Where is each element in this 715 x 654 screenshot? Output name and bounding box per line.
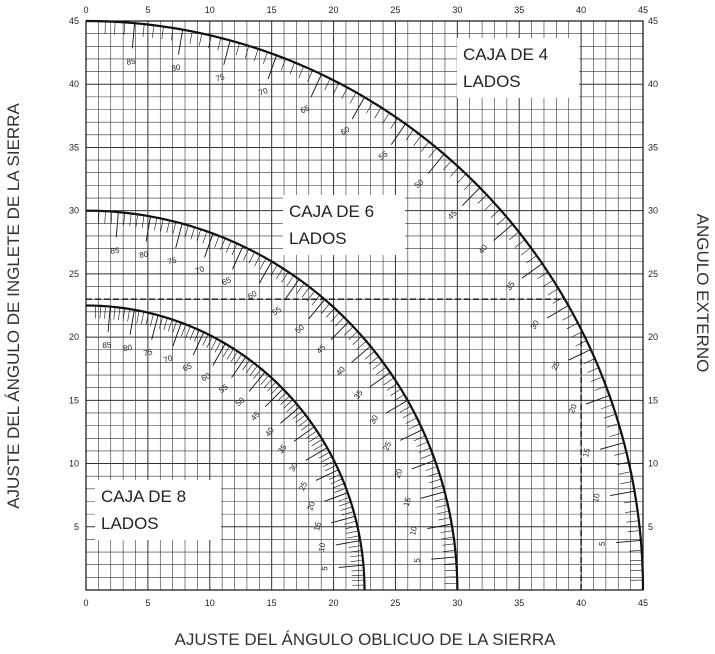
arc-tick — [218, 38, 221, 50]
x-tick-label-top: 25 — [390, 5, 401, 15]
arc-tick — [115, 22, 116, 35]
arc-label: 40 — [263, 425, 276, 439]
arc-tick — [350, 92, 356, 103]
y-tick-label: 30 — [68, 205, 79, 216]
y-tick-label: 20 — [68, 332, 79, 343]
arc-tick — [235, 354, 242, 364]
arc-tick — [584, 359, 595, 364]
arc-tick — [419, 448, 430, 453]
x-tick-label-top: 40 — [576, 5, 587, 15]
arc-tick — [236, 43, 239, 55]
y2-tick-label: 25 — [648, 268, 659, 279]
arc-tick — [443, 161, 451, 171]
arc-tick — [619, 472, 631, 475]
arc-label: 60 — [339, 124, 352, 137]
arc-tick — [421, 142, 429, 152]
arc-tick — [444, 570, 456, 571]
arc-label: 10 — [591, 492, 602, 504]
arc-tick — [111, 212, 112, 225]
y-tick-label: 15 — [68, 395, 79, 406]
arc-label: 65 — [299, 103, 311, 116]
arc-tick — [173, 321, 177, 333]
arc-label: 30 — [367, 413, 381, 426]
arc-tick — [294, 427, 314, 442]
arc-tick — [124, 22, 125, 35]
arc-tick — [205, 234, 213, 258]
arc-tick — [416, 442, 427, 447]
y-tick-label: 40 — [68, 79, 79, 90]
arc-label: 15 — [312, 520, 324, 532]
y-tick-label: 35 — [68, 142, 79, 153]
arc-tick — [391, 124, 405, 145]
arc-tick — [260, 258, 266, 269]
arc-tick — [627, 521, 639, 523]
arc-label: 60 — [199, 371, 212, 384]
series-label: CAJA DE 6 — [289, 202, 375, 221]
arc-tick — [553, 297, 564, 304]
arc-label: 20 — [567, 402, 579, 415]
arc-label: 65 — [220, 275, 233, 288]
series-label: CAJA DE 4 — [463, 45, 549, 64]
arc-tick — [159, 317, 162, 329]
arc-tick — [342, 512, 354, 515]
arc-label: 80 — [138, 249, 149, 260]
arc-tick — [141, 312, 144, 324]
arc-tick — [190, 328, 195, 340]
arc-tick — [105, 306, 106, 319]
arc-label: 70 — [257, 86, 269, 98]
arc-label: 25 — [549, 359, 562, 372]
arc-tick — [287, 403, 296, 411]
x-tick-label: 30 — [452, 598, 463, 608]
arc-tick — [594, 386, 606, 391]
arc-label: 70 — [162, 353, 174, 365]
arc-tick — [100, 306, 101, 319]
arc-tick — [128, 309, 130, 321]
y2-tick-label: 10 — [648, 458, 659, 469]
x-tick-label-top: 0 — [83, 5, 89, 15]
arc-tick — [118, 308, 120, 321]
arc-label: 50 — [233, 395, 247, 409]
arc-tick — [242, 360, 249, 370]
series-label: CAJA DE 8 — [101, 487, 187, 506]
arc-tick — [373, 362, 383, 370]
arc-tick — [321, 456, 332, 462]
arc-tick — [191, 227, 195, 239]
arc-tick — [325, 465, 336, 471]
arc-tick — [105, 211, 106, 224]
y-tick-label: 25 — [68, 268, 79, 279]
arc-tick — [412, 460, 435, 469]
x-tick-label-top: 15 — [266, 5, 277, 15]
arc-tick — [215, 236, 219, 248]
arc-label: 30 — [528, 318, 541, 332]
arc-tick — [562, 314, 573, 320]
arc-tick — [421, 454, 433, 459]
arc-tick — [621, 481, 633, 483]
arc-label: 85 — [110, 245, 120, 256]
arc-label: 70 — [194, 264, 206, 276]
arc-tick — [568, 350, 590, 361]
arc-tick — [312, 439, 322, 446]
arc-label: 35 — [276, 442, 289, 456]
arc-tick — [265, 389, 283, 407]
arc-tick — [168, 319, 172, 331]
arc-tick — [331, 313, 339, 322]
arc-tick — [186, 326, 191, 338]
arc-tick — [365, 351, 375, 359]
arc-tick — [349, 545, 361, 547]
arc-tick — [616, 540, 641, 542]
arc-tick — [436, 505, 448, 508]
arc-tick — [161, 219, 164, 231]
series-label: LADOS — [463, 72, 521, 91]
arc-tick — [384, 378, 394, 385]
arc-tick — [431, 557, 456, 559]
arc-tick — [308, 70, 313, 82]
arc-tick — [319, 452, 330, 458]
arc-label: 10 — [408, 525, 419, 537]
arc-label: 35 — [352, 388, 365, 401]
arc-tick — [625, 511, 637, 513]
arc-tick — [312, 295, 320, 305]
series-label: LADOS — [289, 229, 347, 248]
arc-tick — [243, 249, 248, 260]
arc-tick — [601, 405, 613, 409]
arc-tick — [437, 511, 449, 514]
arc-tick — [290, 62, 295, 74]
arc-tick — [350, 555, 362, 557]
arc-tick — [344, 326, 353, 335]
arc-label: 75 — [142, 347, 154, 359]
arc-tick — [130, 213, 132, 226]
arc-label: 60 — [246, 288, 259, 302]
arc-tick — [391, 118, 398, 128]
arc-tick — [114, 307, 115, 320]
arc-tick — [425, 467, 437, 471]
arc-label: 30 — [287, 461, 300, 474]
arc-tick — [610, 433, 622, 436]
x-axis-label: AJUSTE DEL ÁNGULO OBLICUO DE LA SIERRA — [174, 630, 556, 649]
arc-tick — [246, 363, 253, 373]
arc-label: 75 — [214, 72, 226, 84]
y-tick-label: 5 — [73, 521, 79, 532]
arc-tick — [296, 415, 306, 423]
arc-label: 40 — [476, 242, 490, 256]
arc-tick — [339, 565, 364, 567]
arc-tick — [591, 377, 602, 382]
arc-tick — [316, 470, 338, 481]
arc-tick — [338, 497, 350, 501]
arc-tick — [376, 367, 386, 374]
arc-tick — [284, 400, 293, 408]
arc-tick — [173, 323, 181, 347]
arc-tick — [307, 431, 317, 438]
arc-label: 55 — [377, 149, 390, 162]
arc-tick — [548, 288, 558, 295]
arc-tick — [614, 452, 626, 455]
x-tick-label: 35 — [514, 598, 525, 608]
arc-tick — [444, 564, 456, 565]
y2-tick-label: 15 — [648, 395, 659, 406]
arc-tick — [249, 252, 255, 263]
arc-tick — [203, 231, 207, 243]
y2-tick-label: 20 — [648, 332, 659, 343]
arc-tick — [116, 212, 118, 237]
arc-tick — [349, 331, 358, 340]
arc-tick — [287, 276, 294, 286]
arc-tick — [264, 379, 272, 388]
arc-tick — [132, 23, 134, 48]
x-tick-label-top: 20 — [328, 5, 339, 15]
x-tick-label-top: 10 — [204, 5, 215, 15]
arc-tick — [370, 372, 390, 387]
y2-axis-label: ANGULO EXTERNO — [693, 213, 712, 373]
arc-tick — [386, 400, 407, 413]
arc-label: 85 — [102, 340, 112, 351]
x-tick-label: 10 — [204, 598, 215, 608]
arc-label: 55 — [217, 382, 230, 395]
arc-tick — [224, 40, 230, 64]
arc-tick — [351, 346, 370, 362]
arc-tick — [293, 411, 303, 419]
arc-tick — [494, 224, 513, 240]
arc-tick — [497, 217, 506, 225]
arc-label: 35 — [504, 279, 517, 293]
arc-tick — [281, 59, 285, 71]
arc-label: 65 — [181, 361, 194, 374]
arc-tick — [428, 154, 444, 173]
arc-label: 25 — [381, 440, 394, 453]
x-tick-label: 25 — [390, 598, 401, 608]
x-tick-label: 5 — [145, 598, 151, 608]
arc-tick — [522, 264, 542, 279]
y-axis-label: AJUSTE DEL ÁNGULO DE INGLETE DE LA SIERRA — [4, 103, 23, 509]
arc-tick — [429, 479, 441, 483]
arc-tick — [434, 498, 446, 501]
arc-tick — [346, 531, 358, 534]
arc-tick — [297, 283, 304, 293]
arc-tick — [152, 315, 158, 339]
arc-label: 25 — [297, 480, 310, 493]
arc-tick — [190, 31, 192, 43]
arc-tick — [515, 240, 525, 248]
arc-tick — [137, 311, 139, 323]
arc-label: 80 — [122, 342, 133, 354]
arc-tick — [331, 479, 342, 484]
arc-tick — [199, 33, 202, 45]
arc-tick — [375, 107, 382, 118]
arc-tick — [351, 560, 363, 561]
arc-tick — [457, 174, 465, 183]
arc-tick — [226, 241, 231, 253]
arc-label: 40 — [334, 364, 348, 378]
arc-label: 55 — [270, 304, 283, 318]
arc-tick — [164, 318, 168, 330]
x-tick-label-top: 35 — [514, 5, 525, 15]
arc-tick — [367, 102, 373, 113]
arc-tick — [154, 218, 156, 230]
arc-tick — [301, 423, 311, 430]
y2-tick-label: 40 — [648, 79, 659, 90]
arc-tick — [543, 280, 553, 287]
arc-tick — [220, 238, 225, 250]
arc-label: 20 — [305, 500, 318, 512]
y2-tick-label: 35 — [648, 142, 659, 153]
x-tick-label-top: 45 — [637, 5, 649, 15]
arc-label: 50 — [293, 322, 307, 336]
arc-tick — [339, 502, 351, 506]
arc-label: 15 — [401, 496, 413, 508]
arc-tick — [302, 287, 309, 297]
arc-tick — [299, 419, 309, 427]
arc-tick — [383, 113, 390, 124]
arc-tick — [329, 474, 340, 479]
arc-tick — [442, 544, 454, 546]
arc-label: 85 — [126, 56, 136, 67]
arc-tick — [438, 518, 450, 520]
arc-tick — [215, 341, 221, 352]
arc-tick — [253, 369, 261, 379]
x-tick-label-top: 30 — [452, 5, 463, 15]
arc-tick — [227, 349, 234, 360]
arc-tick — [130, 310, 134, 335]
arc-tick — [232, 357, 246, 378]
arc-tick — [311, 74, 321, 97]
arc-tick — [484, 202, 493, 211]
arc-tick — [263, 52, 267, 64]
arc-tick — [441, 531, 453, 533]
arc-tick — [193, 332, 203, 355]
arc-tick — [167, 220, 170, 232]
arc-tick — [538, 272, 548, 279]
series-label: LADOS — [101, 514, 159, 533]
arc-tick — [628, 531, 640, 532]
arc-label: 45 — [314, 342, 328, 356]
arc-label: 10 — [316, 542, 328, 553]
arc-tick — [406, 418, 417, 424]
x-tick-label: 20 — [328, 598, 339, 608]
y-tick-label: 45 — [68, 16, 79, 26]
x-tick-label-top: 5 — [145, 5, 151, 15]
arc-label: 50 — [412, 177, 426, 191]
arc-tick — [369, 356, 379, 364]
arc-tick — [409, 424, 420, 430]
arc-label: 20 — [392, 467, 405, 480]
arc-label: 5 — [597, 541, 607, 547]
y-tick-label: 10 — [68, 458, 79, 469]
arc-tick — [441, 537, 453, 539]
arc-tick — [203, 334, 208, 345]
arc-tick — [340, 507, 352, 511]
arc-label: 80 — [170, 62, 182, 74]
arc-label: 45 — [446, 208, 459, 222]
arc-tick — [136, 214, 138, 227]
arc-tick — [314, 443, 325, 450]
arc-tick — [152, 25, 154, 38]
arc-tick — [261, 375, 269, 385]
arc-label: 5 — [320, 565, 330, 572]
arc-tick — [211, 339, 217, 350]
arc-tick — [194, 330, 199, 342]
arc-label: 15 — [581, 447, 593, 459]
arc-tick — [309, 299, 325, 318]
y2-tick-label: 5 — [648, 521, 654, 532]
arc-tick — [600, 443, 624, 450]
arc-tick — [285, 279, 299, 300]
arc-tick — [587, 368, 598, 373]
arc-tick — [143, 24, 144, 37]
arc-tick — [347, 536, 359, 538]
arc-tick — [259, 261, 271, 283]
arc-tick — [352, 575, 364, 576]
arc-label: 45 — [249, 409, 262, 423]
y2-tick-label: 45 — [648, 16, 659, 26]
arc-tick — [462, 188, 480, 206]
x-tick-label: 15 — [266, 598, 277, 608]
arc-tick — [223, 346, 229, 357]
arc-tick — [400, 406, 411, 412]
arc-tick — [630, 560, 642, 561]
arc-tick — [250, 366, 258, 376]
arc-tick — [336, 541, 360, 545]
arc-tick — [351, 570, 363, 571]
arc-tick — [629, 550, 641, 551]
arc-label: 5 — [412, 557, 422, 563]
arc-tick — [333, 483, 344, 488]
x-tick-label: 40 — [576, 598, 587, 608]
arc-label: 75 — [166, 255, 178, 267]
arc-tick — [335, 317, 344, 326]
arc-tick — [108, 307, 110, 332]
arc-tick — [173, 222, 176, 234]
arc-tick — [299, 66, 304, 78]
arc-tick — [162, 27, 164, 40]
arc-tick — [331, 516, 355, 523]
x-tick-label: 0 — [83, 598, 89, 608]
y2-tick-label: 30 — [648, 205, 659, 216]
arc-tick — [324, 493, 347, 502]
arc-tick — [142, 215, 144, 227]
x-tick-label: 45 — [637, 598, 649, 608]
